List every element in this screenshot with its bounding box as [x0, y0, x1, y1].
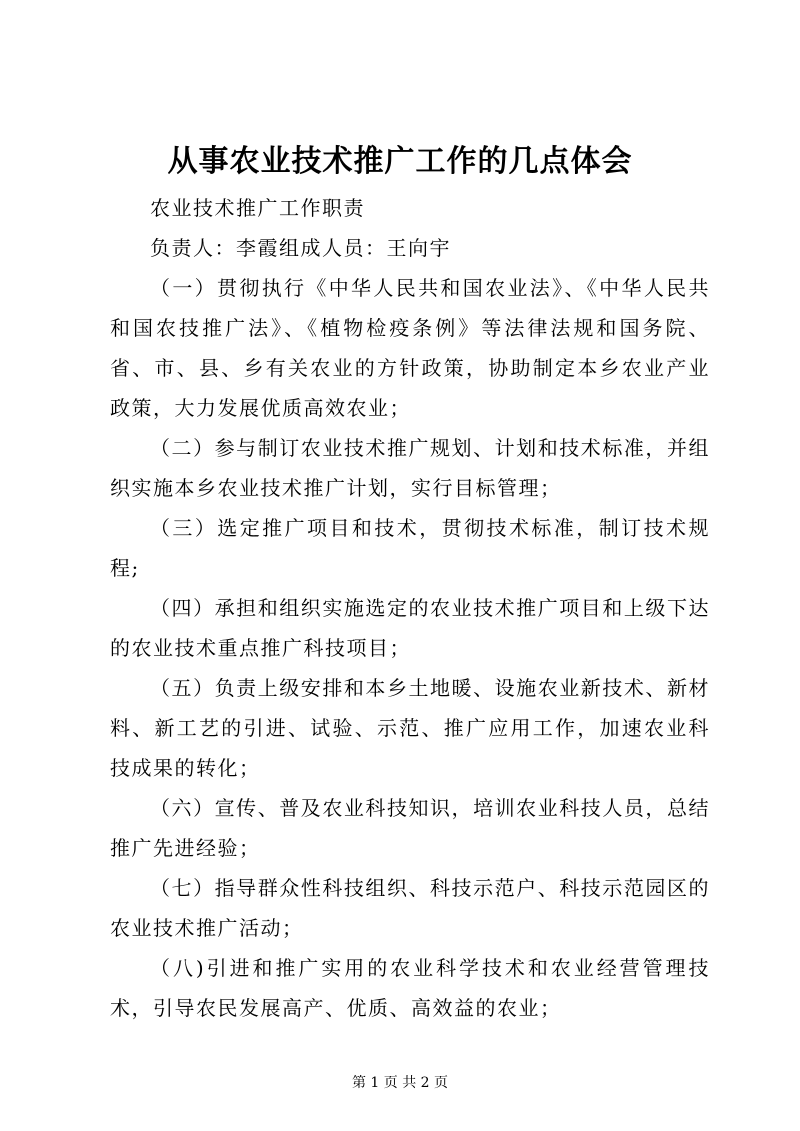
paragraph-duty-8: （八)引进和推广实用的农业科学技术和农业经营管理技术，引导农民发展高产、优质、高效益的农业；: [110, 956, 710, 1020]
paragraph-duty-4: （四）承担和组织实施选定的农业技术推广项目和上级下达的农业技术重点推广科技项目；: [110, 596, 710, 660]
document-title: 从事农业技术推广工作的几点体会: [167, 144, 633, 179]
document-body: [110, 188, 710, 1028]
paragraph-duty-1: （一）贯彻执行《中华人民共和国农业法》、《中华人民共和国农技推广法》、《植物检疫条例》等法律法规和国务院、省、市、县、乡有关农业的方针政策，协助制定本乡农业产业政策，大力发展优质高效农业；: [110, 276, 710, 420]
paragraph-duty-6: （六）宣传、普及农业科技知识，培训农业科技人员，总结推广先进经验；: [110, 796, 710, 860]
paragraph-duty-2: （二）参与制订农业技术推广规划、计划和技术标准，并组织实施本乡农业技术推广计划，实行目标管理；: [110, 436, 710, 500]
page-number-footer: 第 1 页 共 2 页: [351, 1075, 449, 1091]
paragraph-responsible-persons: 负责人：李霞组成人员：王向宇: [150, 236, 451, 260]
paragraph-duty-7: （七）指导群众性科技组织、科技示范户、科技示范园区的农业技术推广活动；: [110, 876, 710, 940]
paragraph-heading: 农业技术推广工作职责: [150, 196, 365, 220]
paragraph-duty-3: （三）选定推广项目和技术，贯彻技术标准，制订技术规程;: [110, 516, 710, 580]
paragraph-duty-5: （五）负责上级安排和本乡土地暖、设施农业新技术、新材料、新工艺的引进、试验、示范、推广应用工作，加速农业科技成果的转化；: [110, 676, 710, 780]
